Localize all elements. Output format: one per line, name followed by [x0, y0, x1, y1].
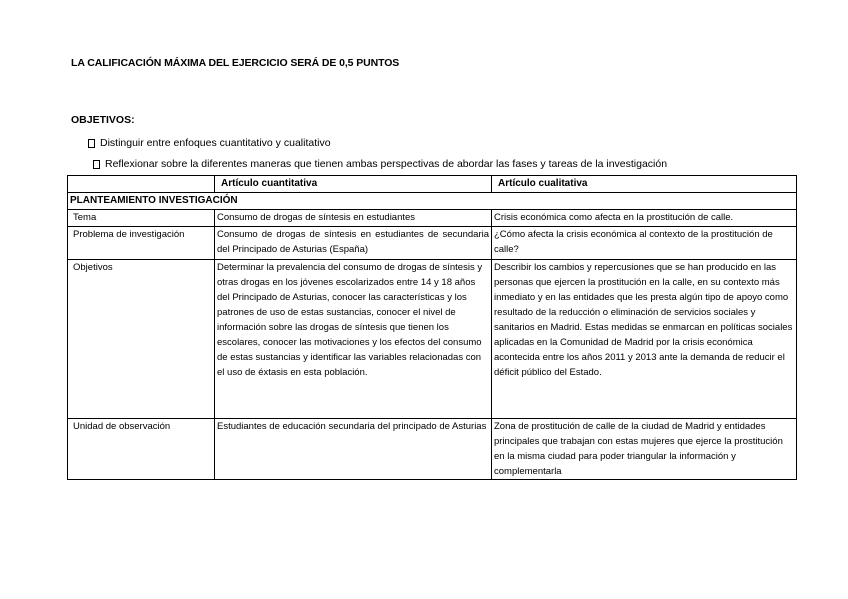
table-row	[68, 227, 797, 260]
objectives-title: OBJETIVOS:	[71, 114, 135, 126]
row-label: Problema de investigación	[68, 227, 215, 260]
table-row	[68, 419, 797, 480]
quant-cell: Estudiantes de educación secundaria del principado de Asturias	[215, 419, 492, 480]
header-quantitative: Artículo cuantitativa	[215, 176, 492, 193]
section-row	[68, 193, 797, 210]
objective-text: Distinguir entre enfoques cuantitativo y cualitativo	[100, 137, 331, 149]
header-empty-cell	[68, 176, 215, 193]
quant-cell: Consumo de drogas de síntesis en estudiantes de secundaria del Principado de Asturias (España)	[215, 227, 492, 260]
quant-cell: Determinar la prevalencia del consumo de drogas de síntesis y otras drogas en los jóvenes escolarizados entre 14 y 18 años del Principado de Asturias, conocer las características y los patrones de uso de estas sustancias, conocer el nivel de información sobre las drogas de síntesis que tienen los escolares, conocer las motivaciones y los efectos del consumo de estas sustancias y identificar las variables relacionadas con el uso de éxtasis en esta población.	[215, 260, 492, 419]
section-title: PLANTEAMIENTO INVESTIGACIÓN	[68, 193, 797, 210]
table-header-row	[68, 176, 797, 193]
checkbox-icon	[88, 139, 95, 148]
qual-cell: Describir los cambios y repercusiones que se han producido en las personas que ejercen la prostitución en la calle, en su contexto más inmediato y en las entidades que les presta algún tipo de apoyo como resultado de la reducción o eliminación de servicios sociales y sanitarios en Madrid. Estas medidas se enmarcan en políticas sociales aplicadas en la Comunidad de Madrid por la crisis económica acontecida entre los años 2011 y 2013 ante la demanda de reducir el déficit público del Estado.	[492, 260, 797, 419]
row-label: Objetivos	[68, 260, 215, 419]
row-label: Unidad de observación	[68, 419, 215, 480]
exercise-heading: LA CALIFICACIÓN MÁXIMA DEL EJERCICIO SERÁ DE 0,5 PUNTOS	[71, 57, 400, 69]
header-qualitative: Artículo cualitativa	[492, 176, 797, 193]
row-label: Tema	[68, 210, 215, 227]
table-row	[68, 210, 797, 227]
comparison-table	[67, 175, 797, 480]
qual-cell: Crisis económica como afecta en la prostitución de calle.	[492, 210, 797, 227]
objective-bullet-1	[88, 137, 331, 149]
checkbox-icon	[93, 160, 100, 169]
objective-bullet-2	[93, 158, 667, 170]
qual-cell: Zona de prostitución de calle de la ciudad de Madrid y entidades principales que trabajan con estas mujeres que ejerce la prostitución en la misma ciudad para poder triangular la información y complementarla	[492, 419, 797, 480]
table-row	[68, 260, 797, 419]
objective-text: Reflexionar sobre la diferentes maneras que tienen ambas perspectivas de abordar las fases y tareas de la investigación	[105, 158, 668, 170]
quant-cell: Consumo de drogas de síntesis en estudiantes	[215, 210, 492, 227]
qual-cell: ¿Cómo afecta la crisis económica al contexto de la prostitución de calle?	[492, 227, 797, 260]
